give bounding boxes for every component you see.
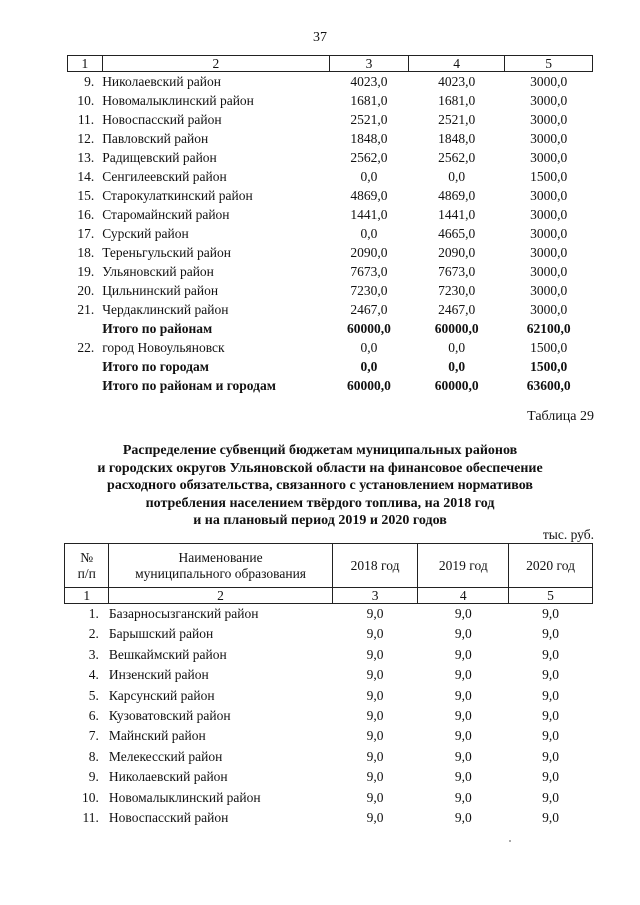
row-name: Радищевский район (102, 150, 217, 165)
header-2020: 2020 год (509, 544, 593, 588)
row-name: Сурский район (102, 226, 189, 241)
subventions-table-2018-2020 (64, 543, 593, 828)
row-value-2018: 9,0 (366, 606, 384, 621)
column-index-5: 5 (505, 56, 593, 72)
row-value-2020: 9,0 (542, 606, 559, 621)
row-value-2018: 9,0 (366, 748, 384, 764)
table-row (65, 808, 593, 828)
table-label: Таблица 29 (527, 409, 594, 424)
subventions-table-continued (67, 55, 593, 395)
row-number: 11. (82, 810, 99, 826)
row-value-2020: 9,0 (542, 728, 559, 744)
scan-speck (509, 840, 511, 842)
row-value-2019: 9,0 (454, 687, 472, 703)
row-name: Павловский район (102, 131, 209, 146)
row-value-col4: 1441,0 (438, 207, 476, 222)
row-value-2018: 9,0 (366, 789, 384, 805)
row-value-2020: 9,0 (542, 708, 559, 724)
row-name: Новомалыклинский район (108, 789, 261, 805)
row-name: Старокулаткинский район (102, 188, 253, 203)
row-number: 4. (88, 667, 99, 683)
row-value-col3: 4869,0 (350, 188, 388, 203)
row-value-2018: 9,0 (366, 687, 384, 703)
row-value-col3: 60000,0 (347, 378, 391, 393)
row-value-col3: 0,0 (360, 169, 378, 184)
row-name: Новоспасский район (102, 112, 222, 127)
row-name: Сенгилеевский район (102, 169, 227, 184)
row-value-col4: 2521,0 (438, 112, 476, 127)
row-number: 14. (77, 169, 95, 184)
column-index-4: 4 (408, 56, 504, 72)
header-2019: 2019 год (418, 544, 509, 588)
row-value-col4: 7230,0 (438, 283, 476, 298)
row-value-2019: 9,0 (454, 789, 472, 805)
row-value-col4: 2562,0 (438, 150, 476, 165)
row-value-2019: 9,0 (454, 708, 472, 724)
row-value-col4: 4869,0 (438, 188, 476, 203)
table-row (65, 645, 593, 665)
table-row (65, 767, 593, 787)
title-line: расходного обязательства, связанного с установлением нормативов (107, 478, 533, 493)
row-value-col3: 7230,0 (350, 283, 388, 298)
row-name: Барышский район (108, 626, 214, 642)
row-value-col5: 3000,0 (530, 302, 568, 317)
header-name-line2: муниципального образования (135, 565, 307, 581)
table-row (68, 357, 593, 376)
row-value-col5: 3000,0 (530, 245, 568, 260)
row-number: 2. (88, 626, 99, 642)
table-body (68, 72, 593, 396)
table-row (68, 243, 593, 262)
row-value-col3: 1848,0 (350, 131, 388, 146)
row-number (68, 319, 103, 338)
row-name: Вешкаймский район (108, 646, 227, 662)
row-value-col3: 4023,0 (350, 74, 388, 89)
table-row (65, 706, 593, 726)
row-value-2019: 9,0 (454, 748, 472, 764)
row-value-2018: 9,0 (366, 708, 384, 724)
row-value-col3: 7673,0 (350, 264, 388, 279)
row-value-col4: 4023,0 (438, 74, 476, 89)
table-row (65, 686, 593, 706)
row-name: Майнский район (108, 728, 206, 744)
table-body (65, 604, 593, 829)
row-value-col5: 3000,0 (530, 264, 568, 279)
row-name: Карсунский район (108, 687, 215, 703)
row-value-col4: 1848,0 (438, 131, 476, 146)
row-number: 7. (88, 728, 99, 744)
row-value-col3: 0,0 (360, 226, 378, 241)
row-number: 9. (88, 769, 99, 785)
header-name-line1: Наименование (178, 549, 263, 565)
row-value-col5: 3000,0 (530, 112, 568, 127)
table-row (68, 319, 593, 338)
page-number: 37 (313, 30, 327, 45)
row-value-col4: 2467,0 (438, 302, 476, 317)
row-number: 17. (77, 226, 95, 241)
row-number: 10. (77, 93, 95, 108)
row-name: Новоспасский район (108, 810, 229, 826)
table-row (68, 205, 593, 224)
row-value-col4: 2090,0 (438, 245, 476, 260)
row-value-col4: 1681,0 (438, 93, 476, 108)
row-name: Кузоватовский район (108, 708, 231, 724)
title-line: потребления населением твёрдого топлива, на 2018 год (145, 495, 495, 511)
row-value-2018: 9,0 (366, 728, 384, 744)
header-num-line2: п/п (77, 565, 96, 581)
row-name: Цильнинский район (102, 283, 219, 298)
row-name: Итого по районам (102, 321, 213, 336)
title-line: и на плановый период 2019 и 2020 годов (193, 513, 447, 528)
row-value-col3: 1441,0 (350, 207, 388, 222)
row-number: 10. (82, 789, 99, 805)
row-value-col5: 3000,0 (530, 131, 568, 146)
row-value-col5: 3000,0 (530, 74, 568, 89)
row-value-col3: 1681,0 (350, 93, 388, 108)
header-num (65, 544, 109, 588)
row-value-col5: 3000,0 (530, 93, 568, 108)
row-value-2020: 9,0 (542, 687, 559, 703)
row-value-col5: 3000,0 (530, 283, 568, 298)
row-name: Инзенский район (108, 667, 209, 683)
row-value-col3: 0,0 (360, 359, 378, 374)
table-row (68, 129, 593, 148)
row-value-2019: 9,0 (454, 667, 472, 683)
row-value-2019: 9,0 (454, 769, 472, 785)
row-name: Николаевский район (102, 74, 221, 89)
table-row (65, 604, 593, 625)
row-number: 18. (77, 245, 95, 260)
row-number: 11. (77, 112, 95, 127)
row-number: 3. (88, 646, 99, 662)
row-value-col4: 0,0 (448, 169, 466, 184)
table-row (68, 148, 593, 167)
row-name: город Новоульяновск (102, 340, 225, 355)
table-row (68, 110, 593, 129)
row-value-2018: 9,0 (366, 769, 384, 785)
table-index-row (68, 56, 593, 72)
unit-label: тыс. руб. (542, 527, 594, 542)
row-value-col5: 3000,0 (530, 207, 568, 222)
table-row (68, 91, 593, 110)
row-value-col5: 63600,0 (526, 378, 571, 393)
row-name: Итого по районам и городам (102, 378, 276, 393)
row-value-2020: 9,0 (542, 810, 559, 826)
row-value-col3: 2090,0 (350, 245, 388, 260)
row-value-2020: 9,0 (542, 748, 559, 764)
row-value-2018: 9,0 (366, 626, 384, 642)
row-value-2020: 9,0 (542, 667, 559, 683)
column-index-3: 3 (330, 56, 409, 72)
row-value-col3: 2521,0 (350, 112, 388, 127)
row-value-2018: 9,0 (366, 810, 384, 826)
row-value-col4: 60000,0 (434, 321, 479, 336)
table-row (65, 624, 593, 644)
table-row (68, 186, 593, 205)
row-value-2020: 9,0 (542, 626, 559, 642)
row-name: Николаевский район (108, 769, 228, 785)
title-line: Распределение субвенций бюджетам муниципальных районов (122, 443, 518, 458)
table-row (65, 726, 593, 746)
row-value-2018: 9,0 (366, 646, 384, 662)
row-number: 16. (77, 207, 95, 222)
row-value-col4: 4665,0 (438, 226, 476, 241)
title-line: и городских округов Ульяновской области на финансовое обеспечение (97, 460, 543, 476)
column-index-2: 2 (109, 588, 332, 604)
row-value-2019: 9,0 (454, 606, 472, 621)
row-value-col5: 3000,0 (530, 226, 568, 241)
table-row (68, 281, 593, 300)
header-2018: 2018 год (332, 544, 418, 588)
row-value-2020: 9,0 (542, 769, 559, 785)
row-number: 5. (88, 687, 99, 703)
row-value-col3: 2562,0 (350, 150, 388, 165)
table-title (60, 442, 580, 530)
column-index-1: 1 (65, 588, 109, 604)
row-number: 21. (77, 302, 95, 317)
row-number: 13. (77, 150, 95, 165)
header-name (109, 544, 332, 588)
row-number: 20. (77, 283, 95, 298)
row-value-col5: 3000,0 (530, 150, 568, 165)
row-value-col4: 0,0 (448, 340, 466, 355)
table-row (65, 788, 593, 808)
row-number: 22. (77, 340, 95, 355)
table-row (68, 338, 593, 357)
row-name: Базарносызганский район (108, 606, 259, 621)
row-number (68, 357, 103, 376)
row-value-2020: 9,0 (542, 646, 559, 662)
row-value-col4: 60000,0 (434, 378, 479, 393)
row-value-col4: 0,0 (448, 359, 466, 374)
row-name: Старомайнский район (102, 207, 230, 222)
column-index-3: 3 (332, 588, 418, 604)
row-value-2019: 9,0 (454, 810, 472, 826)
table-row (65, 665, 593, 685)
row-value-2019: 9,0 (454, 626, 472, 642)
row-number: 8. (88, 748, 99, 764)
table-index-row (65, 588, 593, 604)
row-value-2019: 9,0 (454, 646, 472, 662)
table-row (65, 747, 593, 767)
row-value-col3: 0,0 (360, 340, 378, 355)
row-value-col3: 60000,0 (347, 321, 391, 336)
table-row (68, 262, 593, 281)
row-value-col5: 1500,0 (530, 340, 568, 355)
row-number (68, 376, 103, 395)
column-index-5: 5 (509, 588, 593, 604)
row-name: Ульяновский район (102, 264, 214, 279)
row-number: 9. (84, 74, 95, 89)
row-value-col5: 3000,0 (530, 188, 568, 203)
column-index-4: 4 (418, 588, 509, 604)
table-row (68, 376, 593, 395)
table-row (68, 224, 593, 243)
row-number: 6. (88, 708, 99, 724)
table-header-row (65, 544, 593, 588)
row-number: 12. (77, 131, 95, 146)
table-row (68, 167, 593, 186)
row-value-col5: 62100,0 (526, 321, 571, 336)
row-number: 15. (77, 188, 95, 203)
row-value-col3: 2467,0 (350, 302, 388, 317)
row-name: Новомалыклинский район (102, 93, 254, 108)
row-value-col5: 1500,0 (530, 359, 568, 374)
row-value-2020: 9,0 (542, 789, 559, 805)
row-value-2019: 9,0 (454, 728, 472, 744)
row-name: Чердаклинский район (102, 302, 229, 317)
column-index-2: 2 (102, 56, 329, 72)
row-value-2018: 9,0 (366, 667, 384, 683)
row-number: 1. (88, 606, 99, 621)
column-index-1: 1 (68, 56, 103, 72)
row-value-col5: 1500,0 (530, 169, 568, 184)
header-num-line1: № (80, 549, 94, 565)
row-name: Тереньгульский район (102, 245, 231, 260)
row-value-col4: 7673,0 (438, 264, 476, 279)
row-name: Мелекесский район (108, 748, 223, 764)
table-row (68, 72, 593, 92)
row-name: Итого по городам (102, 359, 209, 374)
table-row (68, 300, 593, 319)
row-number: 19. (77, 264, 95, 279)
